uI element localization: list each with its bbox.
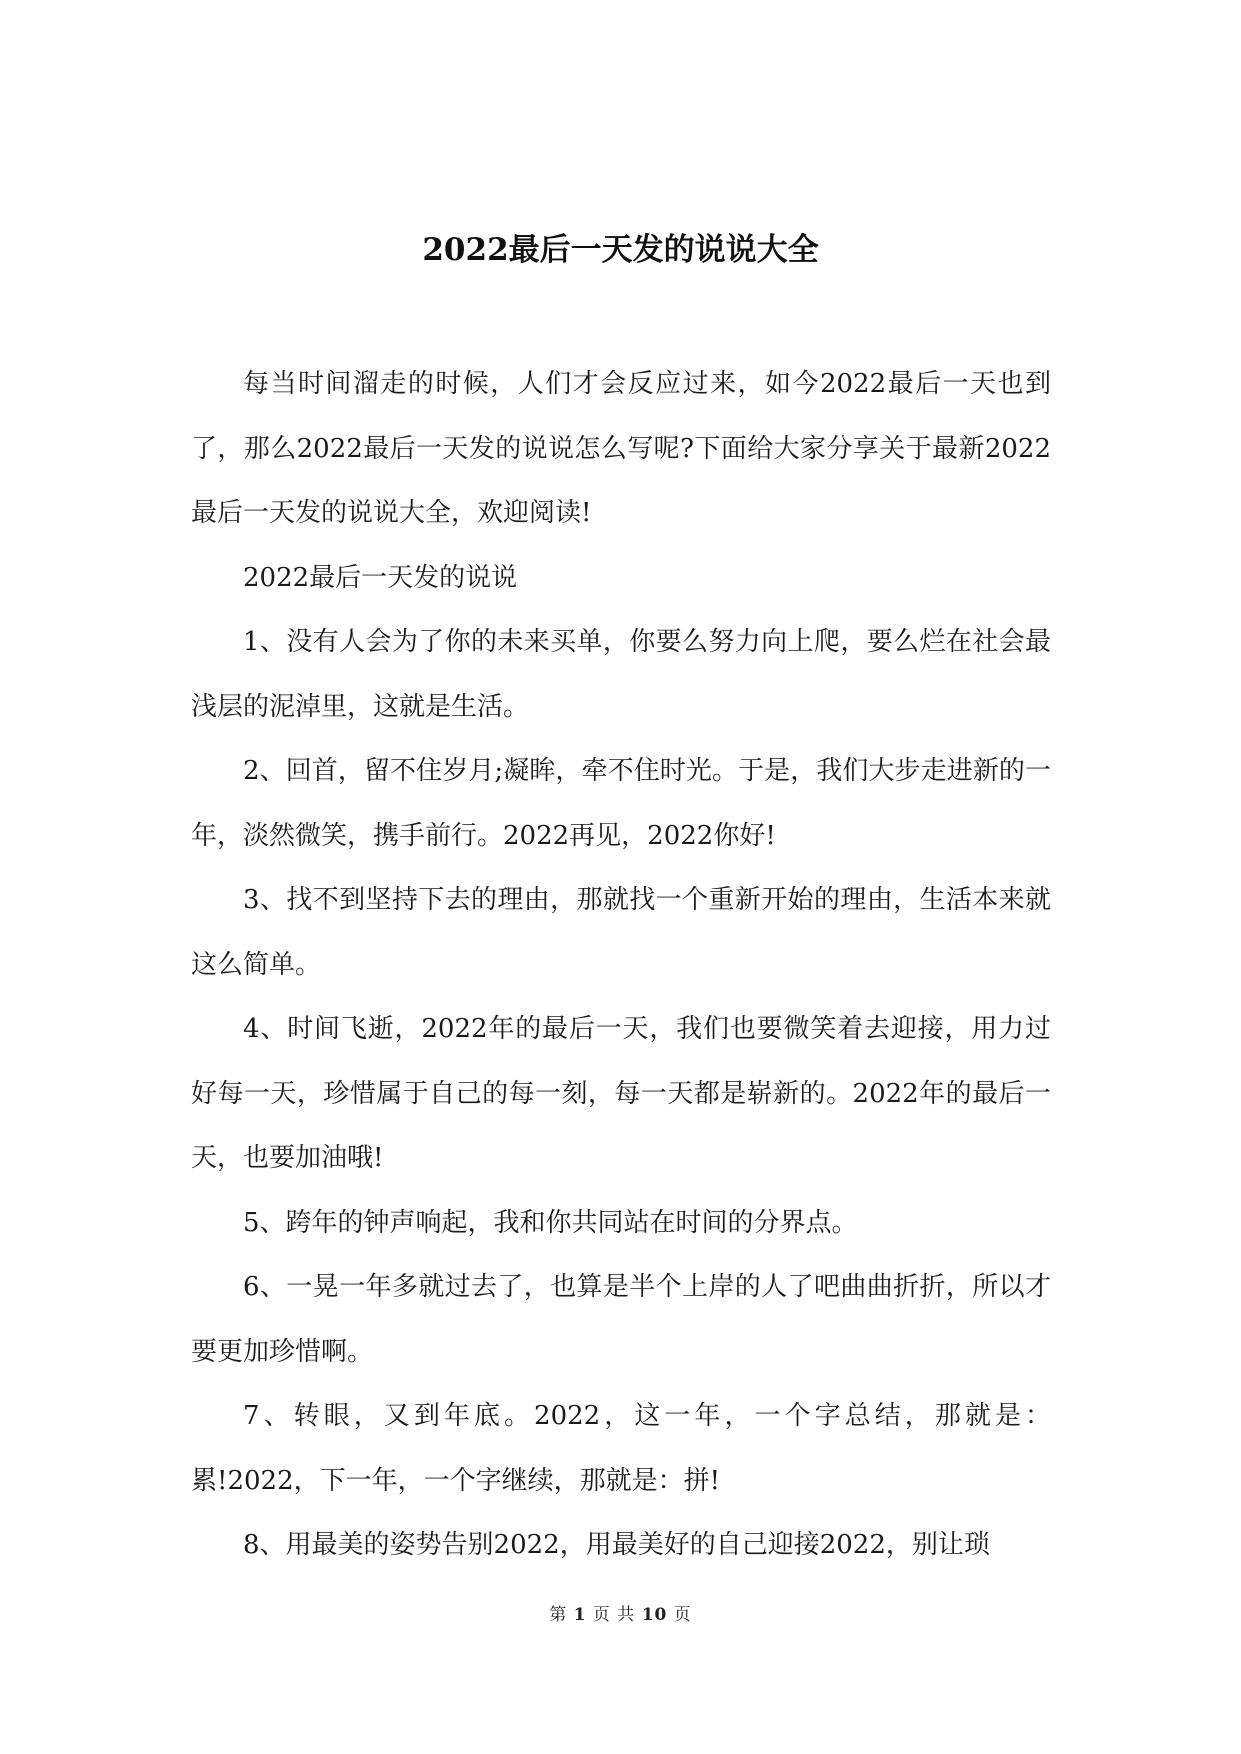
list-item: 1、没有人会为了你的未来买单，你要么努力向上爬，要么烂在社会最浅层的泥淖里，这就是生活。: [191, 627, 1051, 722]
footer-middle: 页 共: [592, 1605, 636, 1625]
document-title: 2022最后一天发的说说大全: [422, 232, 819, 268]
page-footer: [0, 1600, 1241, 1625]
footer-page-number: 1: [573, 1605, 587, 1625]
footer-prefix: 第: [549, 1605, 568, 1625]
list-item: 3、找不到坚持下去的理由，那就找一个重新开始的理由，生活本来就这么简单。: [191, 885, 1051, 980]
list-item: 7、转眼，又到年底。2022，这一年，一个字总结，那就是：累!2022，下一年，一个字继续，那就是：拼!: [191, 1401, 1051, 1496]
footer-total-pages: 10: [641, 1605, 668, 1625]
list-item: 6、一晃一年多就过去了，也算是半个上岸的人了吧曲曲折折，所以才要更加珍惜啊。: [191, 1272, 1051, 1367]
list-item: 4、时间飞逝，2022年的最后一天，我们也要微笑着去迎接，用力过好每一天，珍惜属于自己的每一刻，每一天都是崭新的。2022年的最后一天，也要加油哦!: [191, 1014, 1051, 1173]
list-item: 8、用最美的姿势告别2022，用最美好的自己迎接2022，别让琐: [243, 1530, 990, 1560]
document-body: [191, 352, 1051, 1578]
list-item: 5、跨年的钟声响起，我和你共同站在时间的分界点。: [243, 1207, 858, 1238]
list-item: 2、回首，留不住岁月;凝眸，牵不住时光。于是，我们大步走进新的一年，淡然微笑，携手前行。2022再见，2022你好!: [191, 756, 1051, 851]
intro-paragraph: 每当时间溜走的时候，人们才会反应过来，如今2022最后一天也到了，那么2022最后一天发的说说怎么写呢?下面给大家分享关于最新2022最后一天发的说说大全，欢迎阅读!: [191, 369, 1051, 528]
footer-suffix: 页: [673, 1605, 692, 1625]
section-heading: 2022最后一天发的说说: [243, 562, 518, 593]
